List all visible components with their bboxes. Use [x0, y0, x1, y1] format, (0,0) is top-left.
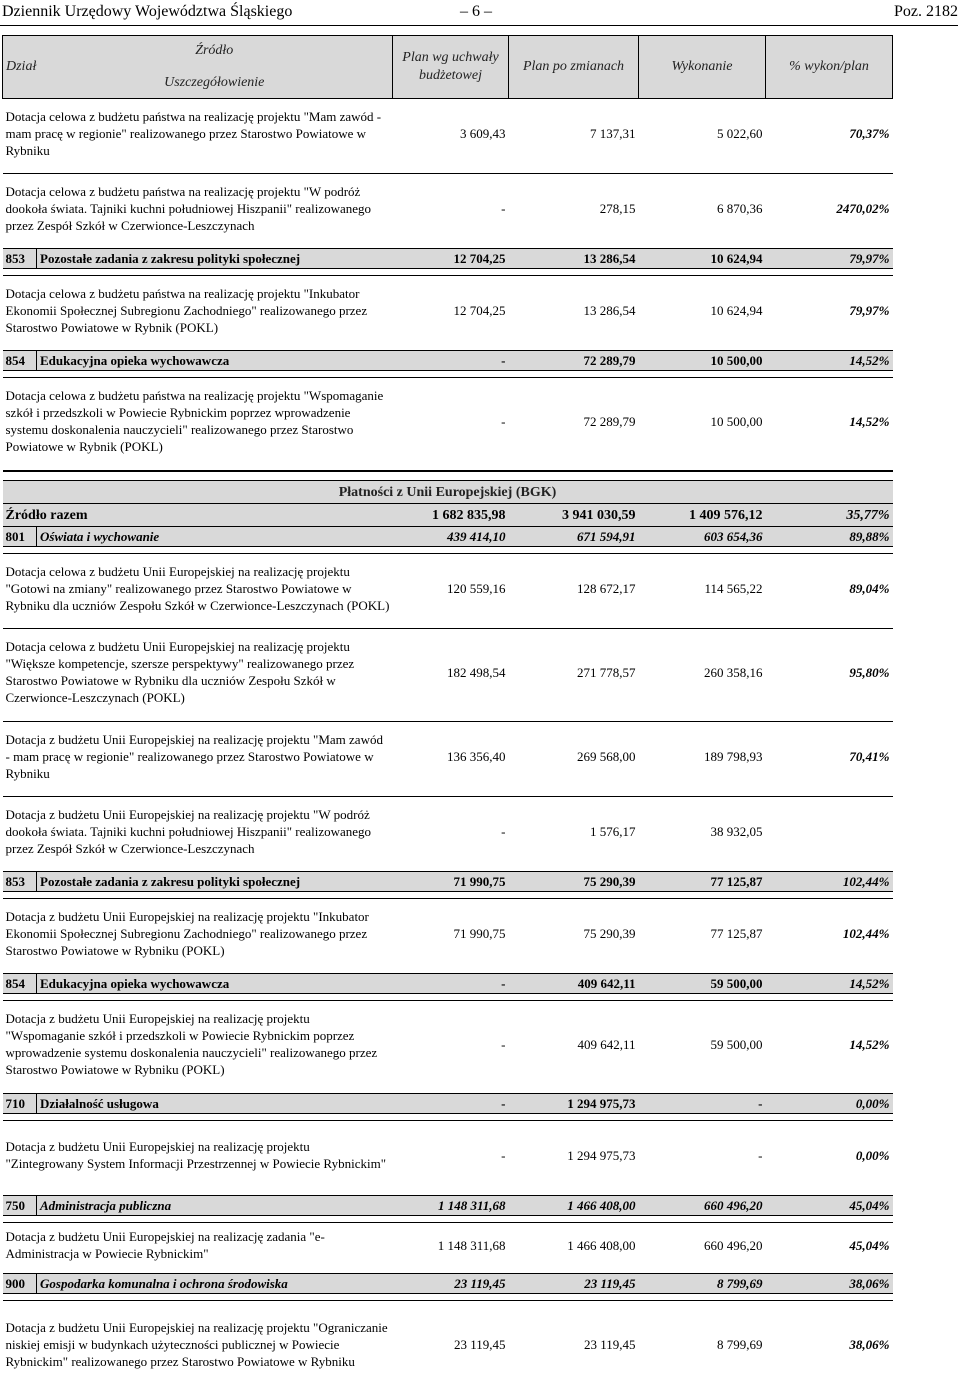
spacer-cell — [3, 1216, 893, 1223]
detail-row — [3, 1121, 893, 1190]
spacer-row — [3, 1114, 893, 1121]
detail-row — [3, 1301, 893, 1388]
plan-po-zmianach-value: 72 289,79 — [509, 378, 639, 465]
divider-cell — [3, 471, 893, 481]
section-code: 853 — [3, 872, 37, 892]
spacer-row — [3, 1387, 893, 1393]
spacer-row — [3, 1294, 893, 1301]
percent-value: 95,80% — [766, 629, 893, 716]
wykonanie-value: 5 022,60 — [639, 99, 766, 168]
section-row — [3, 527, 893, 547]
plan-po-zmianach-value: 3 941 030,59 — [509, 504, 639, 527]
spacer-row — [3, 1216, 893, 1223]
spacer-row — [3, 269, 893, 276]
wykonanie-value: 77 125,87 — [639, 899, 766, 968]
table-header-row — [3, 36, 893, 99]
column-header-wykonanie: Wykonanie — [639, 36, 766, 99]
plan-po-zmianach-value: 409 642,11 — [509, 974, 639, 994]
detail-description: Dotacja z budżetu Unii Europejskiej na realizację projektu "Inkubator Ekonomii Społecznej Subregionu Zachodniego" realizowanego przez Starostwo Powiatowe w Rybniku (POKL) — [3, 899, 393, 968]
spacer-cell — [3, 1114, 893, 1121]
percent-value: 35,77% — [766, 504, 893, 527]
detail-description: Dotacja z budżetu Unii Europejskiej na realizację zadania "e-Administracja w Powiecie Rybnickim" — [3, 1223, 393, 1268]
column-header-dzial: Dział — [3, 36, 37, 99]
percent-value: 14,52% — [766, 351, 893, 371]
eu-payments-title: Płatności z Unii Europejskiej (BGK) — [3, 481, 893, 504]
wykonanie-value: 260 358,16 — [639, 629, 766, 716]
plan-po-zmianach-value: 1 576,17 — [509, 797, 639, 866]
plan-uchwaly-value: - — [393, 1121, 509, 1190]
percent-value: 70,41% — [766, 722, 893, 791]
plan-po-zmianach-value: 13 286,54 — [509, 249, 639, 269]
column-header-procent: % wykon/plan — [766, 36, 893, 99]
plan-uchwaly-value: - — [393, 351, 509, 371]
section-name: Pozostałe zadania z zakresu polityki społecznej — [37, 249, 393, 269]
column-header-plan-po-zmianach: Plan po zmianach — [509, 36, 639, 99]
section-code: 853 — [3, 249, 37, 269]
plan-po-zmianach-value: 271 778,57 — [509, 629, 639, 716]
percent-value: 0,00% — [766, 1121, 893, 1190]
wykonanie-value: 189 798,93 — [639, 722, 766, 791]
detail-row — [3, 554, 893, 623]
section-code: 710 — [3, 1094, 37, 1114]
page-number: – 6 – — [460, 3, 492, 20]
page-header — [0, 0, 960, 26]
detail-description: Dotacja z budżetu Unii Europejskiej na realizację projektu "W podróż dookoła świata. Tajniki kuchni południowej Hiszpanii" realizowanego przez Zespół Szkół w Czerwionce-Leszczynach — [3, 797, 393, 866]
plan-po-zmianach-value: 72 289,79 — [509, 351, 639, 371]
wykonanie-value: 77 125,87 — [639, 872, 766, 892]
position-number: Poz. 2182 — [894, 3, 958, 20]
wykonanie-value: 1 409 576,12 — [639, 504, 766, 527]
spacer-row — [3, 371, 893, 378]
plan-uchwaly-value: 1 682 835,98 — [393, 504, 509, 527]
journal-title: Dziennik Urzędowy Województwa Śląskiego — [2, 3, 293, 20]
section-row — [3, 351, 893, 371]
detail-row — [3, 99, 893, 168]
eu-payments-band — [3, 481, 893, 504]
plan-uchwaly-value: - — [393, 1094, 509, 1114]
plan-po-zmianach-value: 1 466 408,00 — [509, 1223, 639, 1268]
section-code: 750 — [3, 1196, 37, 1216]
detail-description: Dotacja celowa z budżetu państwa na realizację projektu "Inkubator Ekonomii Społecznej Subregionu Zachodniego" realizowanego przez Starostwo Powiatowe w Rybnik (POKL) — [3, 276, 393, 345]
wykonanie-value: 10 624,94 — [639, 276, 766, 345]
detail-description: Dotacja celowa z budżetu państwa na realizację projektu "W podróż dookoła świata. Tajniki kuchni południowej Hiszpanii" realizowanego przez Zespół Szkół w Czerwionce-Leszczynach — [3, 174, 393, 243]
plan-po-zmianach-value: 75 290,39 — [509, 872, 639, 892]
section-name: Edukacyjna opieka wychowawcza — [37, 974, 393, 994]
detail-description: Dotacja celowa z budżetu Unii Europejskiej na realizację projektu "Większe kompetencje, szersze perspektywy" realizowanego przez Starostwo Powiatowe w Rybniku dla uczniów Zespołu Szkół w Czerwionce-Leszczynach (POKL) — [3, 629, 393, 716]
percent-value: 70,37% — [766, 99, 893, 168]
plan-po-zmianach-value: 23 119,45 — [509, 1274, 639, 1294]
percent-value: 38,06% — [766, 1301, 893, 1388]
spacer-cell — [3, 547, 893, 554]
percent-value: 38,06% — [766, 1274, 893, 1294]
percent-value: 79,97% — [766, 276, 893, 345]
spacer-cell — [3, 994, 893, 1001]
detail-row — [3, 276, 893, 345]
section-name: Edukacyjna opieka wychowawcza — [37, 351, 393, 371]
plan-po-zmianach-value: 75 290,39 — [509, 899, 639, 968]
detail-row — [3, 899, 893, 968]
plan-uchwaly-value: - — [393, 974, 509, 994]
percent-value: 89,04% — [766, 554, 893, 623]
detail-description: Dotacja celowa z budżetu Unii Europejskiej na realizację projektu "Gotowi na zmiany" realizowanego przez Starostwo Powiatowe w Rybniku dla uczniów Zespołu Szkół w Czerwionce-Leszczynach (POKL) — [3, 554, 393, 623]
wykonanie-value: 38 932,05 — [639, 797, 766, 866]
percent-value: 102,44% — [766, 899, 893, 968]
column-header-uszczegolowienie: Uszczegółowienie — [164, 75, 265, 90]
percent-value: 14,52% — [766, 378, 893, 465]
section-row — [3, 1196, 893, 1216]
plan-uchwaly-value: - — [393, 1001, 509, 1088]
section-divider — [3, 471, 893, 481]
wykonanie-value: 114 565,22 — [639, 554, 766, 623]
section-row — [3, 974, 893, 994]
plan-uchwaly-value: 23 119,45 — [393, 1274, 509, 1294]
wykonanie-value: 59 500,00 — [639, 974, 766, 994]
spacer-row — [3, 994, 893, 1001]
plan-po-zmianach-value: 409 642,11 — [509, 1001, 639, 1088]
percent-value: 102,44% — [766, 872, 893, 892]
plan-po-zmianach-value: 128 672,17 — [509, 554, 639, 623]
percent-value: 45,04% — [766, 1223, 893, 1268]
section-row — [3, 249, 893, 269]
plan-uchwaly-value: 12 704,25 — [393, 249, 509, 269]
section-row — [3, 872, 893, 892]
spacer-cell — [3, 892, 893, 899]
percent-value: 79,97% — [766, 249, 893, 269]
plan-uchwaly-value: 71 990,75 — [393, 899, 509, 968]
plan-uchwaly-value: 182 498,54 — [393, 629, 509, 716]
column-header-plan-uchwaly: Plan wg uchwały budżetowej — [393, 36, 509, 99]
detail-description: Dotacja z budżetu Unii Europejskiej na realizację projektu "Wspomaganie szkół i przedszkoli w Powiecie Rybnickim poprzez wprowadzenie systemu doskonalenia nauczycieli" realizowanego przez Starostwo Powiatowe w Rybniku (POKL) — [3, 1001, 393, 1088]
plan-uchwaly-value: - — [393, 174, 509, 243]
plan-po-zmianach-value: 1 294 975,73 — [509, 1094, 639, 1114]
section-name: Administracja publiczna — [37, 1196, 393, 1216]
detail-row — [3, 797, 893, 866]
plan-uchwaly-value: 3 609,43 — [393, 99, 509, 168]
percent-value: 45,04% — [766, 1196, 893, 1216]
plan-uchwaly-value: 120 559,16 — [393, 554, 509, 623]
source-total-label: Źródło razem — [3, 504, 393, 527]
section-code: 854 — [3, 974, 37, 994]
detail-description: Dotacja celowa z budżetu państwa na realizację projektu "Mam zawód - mam pracę w regionie" realizowanego przez Starostwo Powiatowe w Rybniku — [3, 99, 393, 168]
section-row — [3, 1274, 893, 1294]
plan-po-zmianach-value: 7 137,31 — [509, 99, 639, 168]
detail-row — [3, 378, 893, 465]
section-code: 801 — [3, 527, 37, 547]
section-code: 900 — [3, 1274, 37, 1294]
spacer-row — [3, 464, 893, 471]
spacer-row — [3, 892, 893, 899]
plan-uchwaly-value: - — [393, 378, 509, 465]
detail-description: Dotacja z budżetu Unii Europejskiej na realizację projektu "Zintegrowany System Informacji Przestrzennej w Powiecie Rybnickim" — [3, 1121, 393, 1190]
spacer-cell — [3, 1387, 893, 1393]
plan-uchwaly-value: - — [393, 797, 509, 866]
plan-po-zmianach-value: 13 286,54 — [509, 276, 639, 345]
source-total-row — [3, 504, 893, 527]
plan-po-zmianach-value: 1 466 408,00 — [509, 1196, 639, 1216]
spacer-row — [3, 547, 893, 554]
section-name: Gospodarka komunalna i ochrona środowiska — [37, 1274, 393, 1294]
section-name: Działalność usługowa — [37, 1094, 393, 1114]
spacer-cell — [3, 269, 893, 276]
wykonanie-value: 660 496,20 — [639, 1223, 766, 1268]
wykonanie-value: - — [639, 1094, 766, 1114]
column-header-zrodlo: Źródło — [195, 43, 234, 58]
percent-value: 0,00% — [766, 1094, 893, 1114]
wykonanie-value: 603 654,36 — [639, 527, 766, 547]
plan-uchwaly-value: 23 119,45 — [393, 1301, 509, 1388]
detail-row — [3, 1001, 893, 1088]
wykonanie-value: 8 799,69 — [639, 1274, 766, 1294]
section-row — [3, 1094, 893, 1114]
wykonanie-value: 59 500,00 — [639, 1001, 766, 1088]
detail-row — [3, 722, 893, 791]
section-name: Oświata i wychowanie — [37, 527, 393, 547]
header-divider — [0, 25, 958, 26]
plan-po-zmianach-value: 23 119,45 — [509, 1301, 639, 1388]
wykonanie-value: 6 870,36 — [639, 174, 766, 243]
spacer-cell — [3, 1294, 893, 1301]
section-name: Pozostałe zadania z zakresu polityki społecznej — [37, 872, 393, 892]
percent-value: 2470,02% — [766, 174, 893, 243]
section-code: 854 — [3, 351, 37, 371]
wykonanie-value: 10 624,94 — [639, 249, 766, 269]
plan-uchwaly-value: 439 414,10 — [393, 527, 509, 547]
plan-uchwaly-value: 1 148 311,68 — [393, 1223, 509, 1268]
wykonanie-value: 10 500,00 — [639, 378, 766, 465]
wykonanie-value: 660 496,20 — [639, 1196, 766, 1216]
plan-po-zmianach-value: 278,15 — [509, 174, 639, 243]
detail-description: Dotacja celowa z budżetu państwa na realizację projektu "Wspomaganie szkół i przedszkoli w Powiecie Rybnickim poprzez wprowadzenie systemu doskonalenia nauczycieli" realizowanego przez Starostwo Powiatowe w Rybnik (POKL) — [3, 378, 393, 465]
wykonanie-value: 8 799,69 — [639, 1301, 766, 1388]
plan-uchwaly-value: 12 704,25 — [393, 276, 509, 345]
spacer-cell — [3, 371, 893, 378]
detail-description: Dotacja z budżetu Unii Europejskiej na realizację projektu "Mam zawód - mam pracę w regionie" realizowanego przez Starostwo Powiatowe w Rybniku — [3, 722, 393, 791]
budget-table — [2, 35, 893, 1393]
column-header-source — [37, 36, 393, 99]
plan-po-zmianach-value: 671 594,91 — [509, 527, 639, 547]
plan-uchwaly-value: 1 148 311,68 — [393, 1196, 509, 1216]
detail-description: Dotacja z budżetu Unii Europejskiej na realizację projektu "Ograniczanie niskiej emisji w budynkach użyteczności publicznej w Powiecie Rybnickim" realizowanego przez Starostwo Powiatowe w Rybniku — [3, 1301, 393, 1388]
detail-row — [3, 629, 893, 716]
percent-value — [766, 797, 893, 866]
plan-po-zmianach-value: 269 568,00 — [509, 722, 639, 791]
spacer-cell — [3, 464, 893, 471]
wykonanie-value: - — [639, 1121, 766, 1190]
plan-uchwaly-value: 136 356,40 — [393, 722, 509, 791]
plan-po-zmianach-value: 1 294 975,73 — [509, 1121, 639, 1190]
wykonanie-value: 10 500,00 — [639, 351, 766, 371]
plan-uchwaly-value: 71 990,75 — [393, 872, 509, 892]
detail-row — [3, 1223, 893, 1268]
detail-row — [3, 174, 893, 243]
percent-value: 89,88% — [766, 527, 893, 547]
percent-value: 14,52% — [766, 1001, 893, 1088]
percent-value: 14,52% — [766, 974, 893, 994]
